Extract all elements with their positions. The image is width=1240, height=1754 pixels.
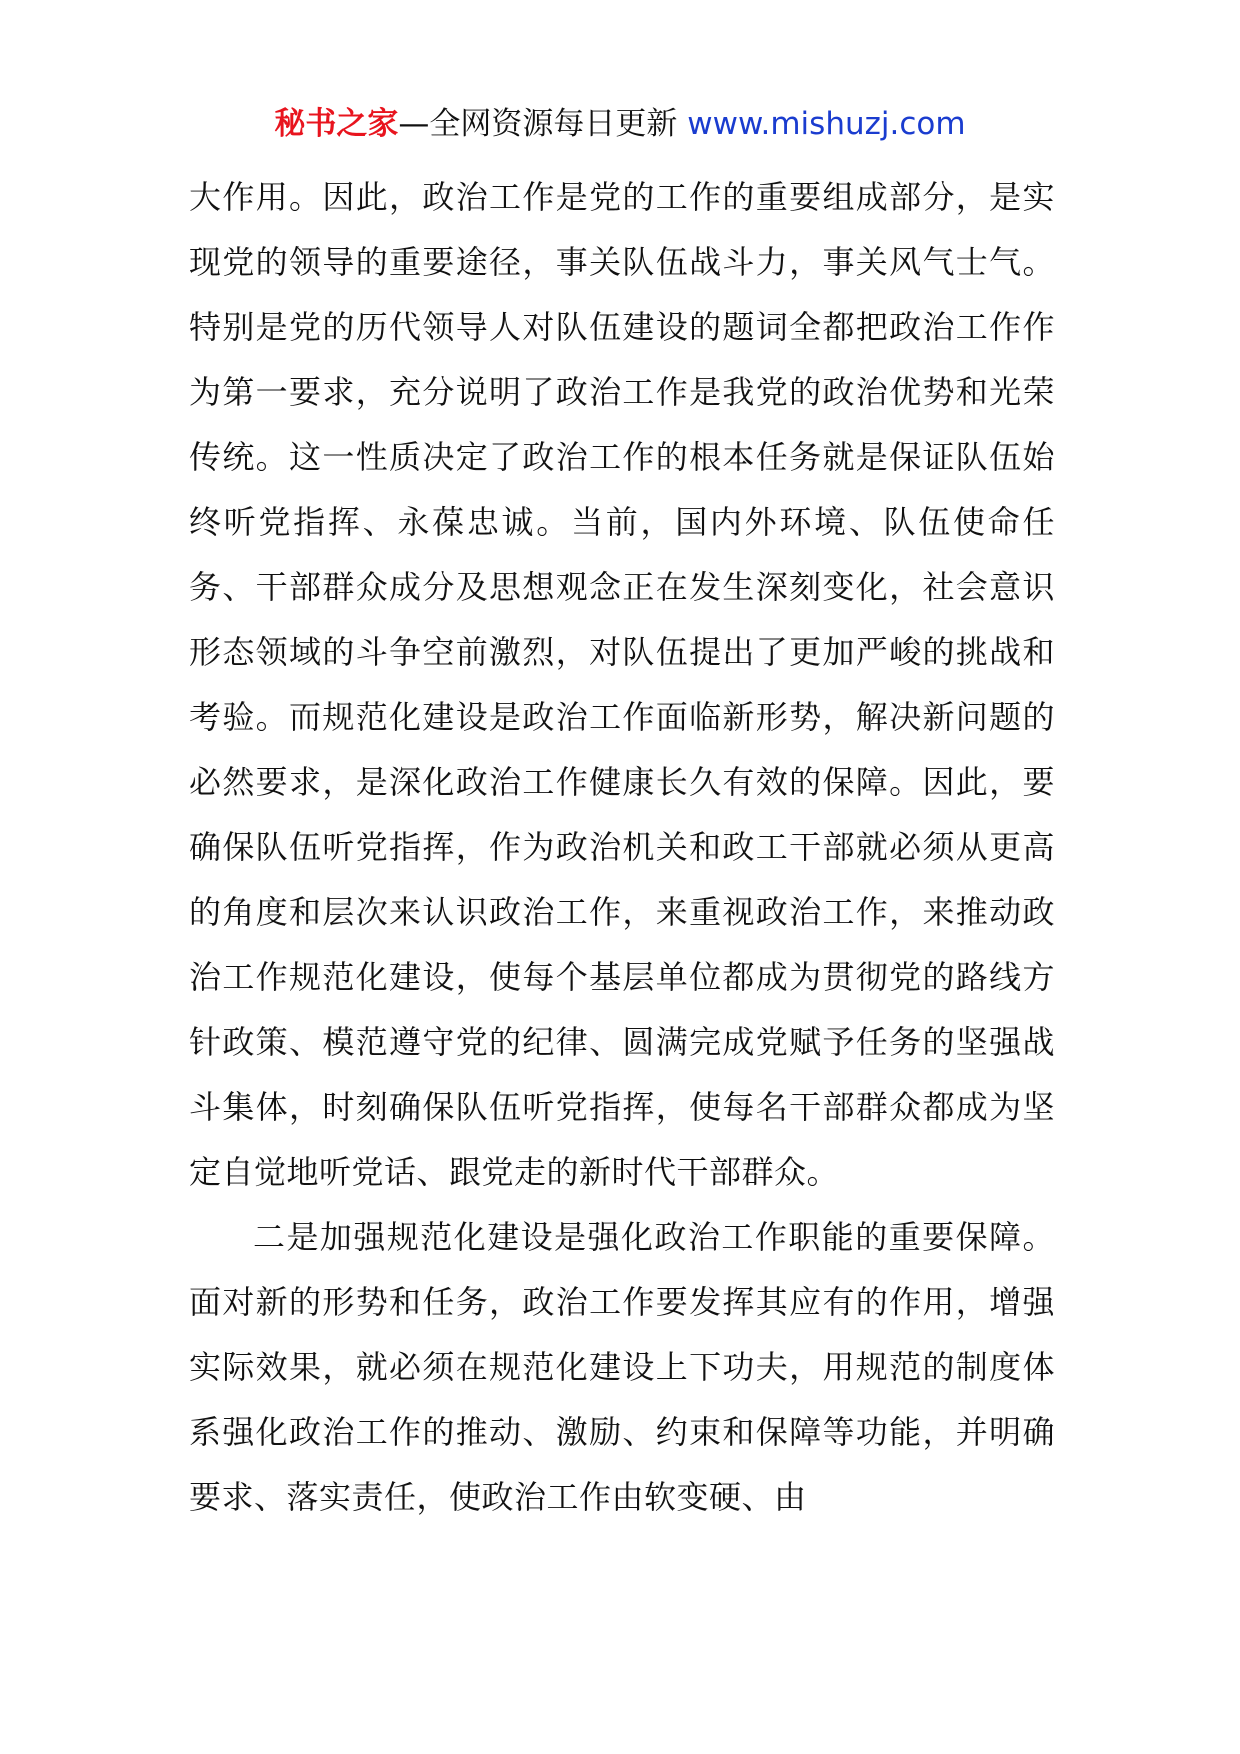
site-tagline: —全网资源每日更新 (398, 106, 688, 142)
body-paragraph-1: 大作用。因此，政治工作是党的工作的重要组成部分，是实现党的领导的重要途径，事关队伍战斗力，事关风气士气。特别是党的历代领导人对队伍建设的题词全都把政治工作作为第一要求，充分说明了政治工作是我党的政治优势和光荣传统。这一性质决定了政治工作的根本任务就是保证队伍始终听党指挥、永葆忠诚。当前，国内外环境、队伍使命任务、干部群众成分及思想观念正在发生深刻变化，社会意识形态领域的斗争空前激烈，对队伍提出了更加严峻的挑战和考验。而规范化建设是政治工作面临新形势，解决新问题的必然要求，是深化政治工作健康长久有效的保障。因此，要确保队伍听党指挥，作为政治机关和政工干部就必须从更高的角度和层次来认识政治工作，来重视政治工作，来推动政治工作规范化建设，使每个基层单位都成为贯彻党的路线方针政策、模范遵守党的纪律、圆满完成党赋予任务的坚强战斗集体，时刻确保队伍听党指挥，使每名干部群众都成为坚定自觉地听党话、跟党走的新时代干部群众。 (189, 178, 1055, 1191)
document-body (189, 165, 1055, 1530)
body-paragraph-2: 二是加强规范化建设是强化政治工作职能的重要保障。面对新的形势和任务，政治工作要发挥其应有的作用，增强实际效果，就必须在规范化建设上下功夫，用规范的制度体系强化政治工作的推动、激励、约束和保障等功能，并明确要求、落实责任，使政治工作由软变硬、由 (189, 1218, 1055, 1516)
site-url-link[interactable]: www.mishuzj.com (687, 106, 966, 142)
page-header (0, 104, 1240, 144)
site-brand: 秘书之家 (274, 106, 399, 142)
